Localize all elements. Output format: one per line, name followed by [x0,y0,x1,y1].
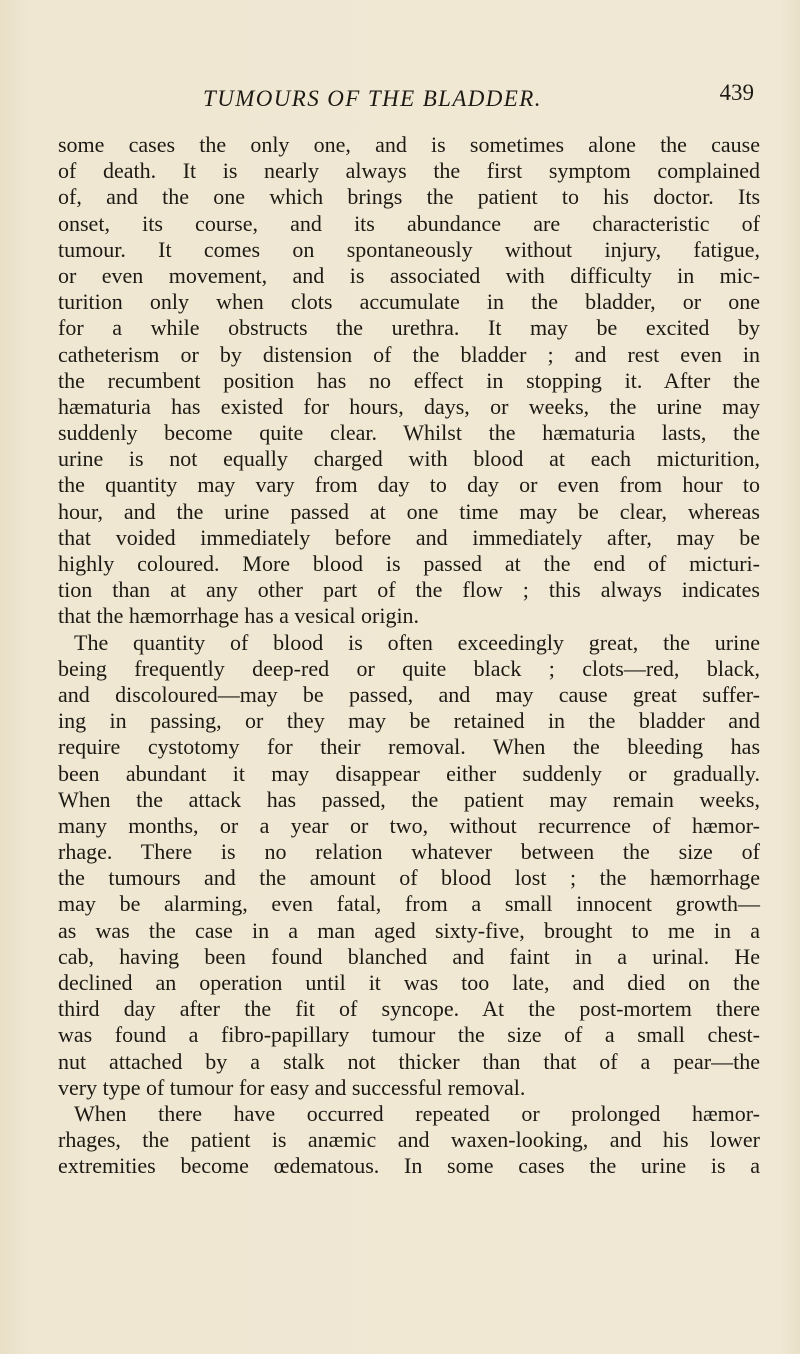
text-line: some cases the only one, and is sometimes alone the cause [58,132,760,157]
text-line: or even movement, and is associated with difficulty in mic- [58,262,760,288]
text-line: require cystotomy for their removal. When the bleeding has [58,734,760,760]
text-line: tumour. It comes on spontaneously without injury, fatigue, [58,236,760,262]
text-line: may be alarming, even fatal, from a small innocent growth— [58,891,760,917]
text-line: being frequently deep-red or quite black ; clots—red, black, [58,655,760,681]
text-line: the quantity may vary from day to day or even from hour to [58,472,760,498]
page-number: 439 [719,80,754,105]
text-line: catheterism or by distension of the bladder ; and rest even in [58,341,760,367]
page-header [0,80,800,116]
text-line: of, and the one which brings the patient to his doctor. Its [58,184,760,210]
text-line: the recumbent position has no effect in stopping it. After the [58,367,760,393]
text-line: extremities become œdematous. In some cases the urine is a [58,1153,760,1179]
text-line: urine is not equally charged with blood at each micturition, [58,446,760,472]
text-line: When the attack has passed, the patient may remain weeks, [58,786,760,812]
text-line: as was the case in a man aged sixty-five, brought to me in a [58,917,760,943]
text-line: rhages, the patient is anæmic and waxen-looking, and his lower [58,1127,760,1153]
running-head: TUMOURS OF THE BLADDER. [203,86,542,111]
body-text [58,132,760,1180]
text-line: been abundant it may disappear either suddenly or gradually. [58,760,760,786]
text-line: of death. It is nearly always the first symptom complained [58,158,760,184]
text-line: highly coloured. More blood is passed at the end of micturi- [58,551,760,576]
text-line: declined an operation until it was too late, and died on the [58,970,760,995]
text-line: tion than at any other part of the flow ; this always indicates [58,577,760,603]
text-line: for a while obstructs the urethra. It may be excited by [58,315,760,341]
text-line: ing in passing, or they may be retained in the bladder and [58,708,760,734]
text-line: turition only when clots accumulate in the bladder, or one [58,289,760,315]
text-line: rhage. There is no relation whatever between the size of [58,839,760,865]
text-line: nut attached by a stalk not thicker than that of a pear—the [58,1048,760,1074]
text-line: that voided immediately before and immediately after, may be [58,524,760,550]
text-line: was found a fibro-papillary tumour the size of a small chest- [58,1022,760,1048]
text-line: onset, its course, and its abundance are characteristic of [58,210,760,236]
text-line: hæmaturia has existed for hours, days, or weeks, the urine may [58,393,760,419]
text-line: the tumours and the amount of blood lost ; the hæmorrhage [58,865,760,891]
text-line: hour, and the urine passed at one time may be clear, whereas [58,498,760,524]
text-line: suddenly become quite clear. Whilst the hæmaturia lasts, the [58,420,760,446]
text-line: cab, having been found blanched and faint in a urinal. He [58,943,760,969]
text-line: very type of tumour for easy and successful removal. [58,1074,526,1100]
text-line: and discoloured—may be passed, and may cause great suffer- [58,681,760,707]
text-line: The quantity of blood is often exceedingly great, the urine [74,629,760,655]
text-line: many months, or a year or two, without recurrence of hæmor- [58,812,760,838]
text-line: third day after the fit of syncope. At the post-mortem there [58,996,760,1022]
text-line: that the hæmorrhage has a vesical origin. [58,603,420,629]
text-line: When there have occurred repeated or prolonged hæmor- [74,1100,760,1126]
